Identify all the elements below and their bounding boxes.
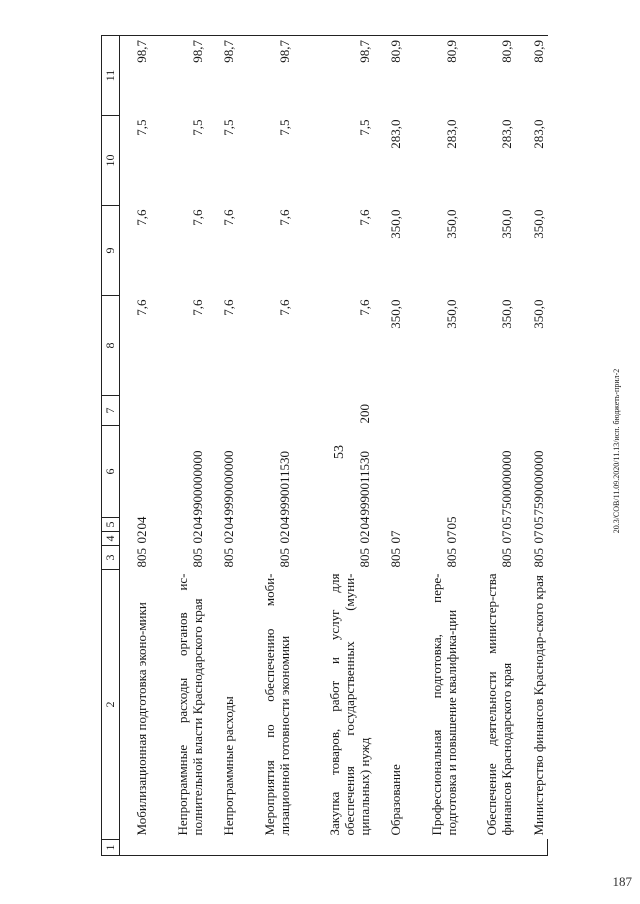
header-cell: 3 bbox=[102, 546, 120, 570]
row-col10: 7,5 bbox=[221, 119, 237, 136]
row-name: Обеспечение деятельности министер-ства финансов Краснодарского края bbox=[484, 573, 515, 836]
row-col11: 80,9 bbox=[461, 36, 517, 116]
row-col9: 7,6 bbox=[221, 209, 237, 226]
row-ved: 805 bbox=[276, 548, 292, 568]
row-col8: 7,6 bbox=[356, 299, 372, 316]
row-name: Закупка товаров, работ и услуг для обеспечения государственных (муни-ципальных) нужд bbox=[326, 573, 372, 836]
row-col9: 7,6 bbox=[190, 209, 206, 226]
row-col9: 350,0 bbox=[499, 209, 515, 239]
row-csr: 9990011530 bbox=[356, 450, 372, 516]
row-vr bbox=[405, 396, 461, 426]
table-row bbox=[461, 36, 517, 856]
row-col10: 283,0 bbox=[443, 119, 459, 149]
corner-page-number: 187 bbox=[612, 874, 632, 889]
row-pr: 05 bbox=[499, 516, 515, 530]
row-vr: 200 bbox=[356, 404, 372, 424]
row-col8: 7,6 bbox=[190, 299, 206, 316]
row-rz: 02 bbox=[276, 530, 292, 544]
row-col11: 80,9 bbox=[405, 36, 461, 116]
row-rz: 02 bbox=[190, 530, 206, 544]
document-code: 20.3/СОВ/11.09.2020/11.13/исп. бюджеть-прил-2 bbox=[612, 368, 621, 534]
row-col10: 7,5 bbox=[276, 119, 292, 136]
row-ved: 805 bbox=[443, 548, 459, 568]
row-pr: 04 bbox=[190, 516, 206, 530]
row-col10: 7,5 bbox=[356, 119, 372, 136]
row-index-cell bbox=[207, 840, 238, 856]
row-col9: 350,0 bbox=[530, 209, 546, 239]
row-name: Непрограммные расходы bbox=[221, 696, 237, 836]
row-col11: 98,7 bbox=[151, 36, 207, 116]
row-col8: 350,0 bbox=[499, 299, 515, 329]
table-row bbox=[374, 36, 405, 856]
row-vr bbox=[207, 396, 238, 426]
row-col8: 350,0 bbox=[530, 299, 546, 329]
header-cell: 2 bbox=[102, 570, 120, 840]
row-vr bbox=[374, 396, 405, 426]
row-csr: 7590000000 bbox=[530, 450, 546, 516]
row-ved: 805 bbox=[134, 548, 150, 568]
row-index-cell bbox=[120, 840, 152, 856]
row-col9: 350,0 bbox=[388, 209, 404, 239]
row-rz: 02 bbox=[134, 530, 150, 544]
header-cell: 1 bbox=[102, 840, 120, 856]
table-row bbox=[207, 36, 238, 856]
row-index-cell bbox=[374, 840, 405, 856]
row-csr: 9900000000 bbox=[190, 450, 206, 516]
row-name: Министерство финансов Краснодар-ского края bbox=[530, 575, 546, 836]
row-vr bbox=[151, 396, 207, 426]
row-col8: 7,6 bbox=[221, 299, 237, 316]
row-rz: 07 bbox=[388, 530, 404, 544]
table-row bbox=[516, 36, 547, 856]
header-cell: 4 bbox=[102, 532, 120, 546]
row-rz: 02 bbox=[221, 530, 237, 544]
header-cell: 8 bbox=[102, 296, 120, 396]
row-col9: 350,0 bbox=[443, 209, 459, 239]
row-col11: 80,9 bbox=[374, 36, 405, 116]
row-csr bbox=[120, 426, 152, 518]
table-row bbox=[405, 36, 461, 856]
header-row bbox=[102, 36, 120, 856]
row-ved: 805 bbox=[530, 548, 546, 568]
row-rz: 07 bbox=[499, 530, 515, 544]
table-row bbox=[151, 36, 207, 856]
row-col11: 98,7 bbox=[207, 36, 238, 116]
header-cell: 7 bbox=[102, 396, 120, 426]
row-pr: 04 bbox=[276, 516, 292, 530]
row-col11: 98,7 bbox=[120, 36, 152, 116]
header-cell: 11 bbox=[102, 36, 120, 116]
row-csr bbox=[374, 426, 405, 518]
row-col11: 80,9 bbox=[516, 36, 547, 116]
row-col10: 283,0 bbox=[499, 119, 515, 149]
row-col11: 98,7 bbox=[238, 36, 294, 116]
row-name: Мероприятия по обеспечению моби-лизационной готовности экономики bbox=[261, 573, 292, 836]
row-ved: 805 bbox=[356, 548, 372, 568]
row-col8: 350,0 bbox=[388, 299, 404, 329]
row-csr: 7500000000 bbox=[499, 450, 515, 516]
row-ved: 805 bbox=[499, 548, 515, 568]
rotated-table-container bbox=[101, 36, 548, 856]
row-col9: 7,6 bbox=[134, 209, 150, 226]
row-vr bbox=[120, 396, 152, 426]
budget-table bbox=[101, 35, 548, 856]
row-csr: 9990000000 bbox=[221, 450, 237, 516]
row-pr: 04 bbox=[221, 516, 237, 530]
row-ved: 805 bbox=[190, 548, 206, 568]
row-col10: 283,0 bbox=[530, 119, 546, 149]
page-number: 53 bbox=[332, 445, 347, 459]
row-col8: 7,6 bbox=[276, 299, 292, 316]
row-index-cell bbox=[294, 840, 374, 856]
row-index-cell bbox=[151, 840, 207, 856]
row-col11: 98,7 bbox=[294, 36, 374, 116]
row-col10: 7,5 bbox=[134, 119, 150, 136]
table-row bbox=[120, 36, 152, 856]
table-row bbox=[238, 36, 294, 856]
row-vr bbox=[238, 396, 294, 426]
row-index-cell bbox=[405, 840, 461, 856]
row-csr: 9990011530 bbox=[276, 450, 292, 516]
row-col10: 283,0 bbox=[388, 119, 404, 149]
row-index-cell bbox=[461, 840, 517, 856]
row-rz: 02 bbox=[356, 530, 372, 544]
row-name: Образование bbox=[388, 764, 404, 836]
row-name: Мобилизационная подготовка эконо-мики bbox=[134, 602, 150, 836]
row-pr: 04 bbox=[356, 516, 372, 530]
row-col10: 7,5 bbox=[190, 119, 206, 136]
row-index-cell bbox=[238, 840, 294, 856]
row-index-cell bbox=[516, 840, 547, 856]
header-cell: 5 bbox=[102, 518, 120, 532]
row-name: Непрограммные расходы органов ис-полнительной власти Краснодарского края bbox=[175, 573, 206, 836]
header-cell: 9 bbox=[102, 206, 120, 296]
row-col9: 7,6 bbox=[356, 209, 372, 226]
row-ved: 805 bbox=[388, 548, 404, 568]
row-vr bbox=[516, 396, 547, 426]
row-pr: 05 bbox=[530, 516, 546, 530]
row-rz: 07 bbox=[443, 530, 459, 544]
row-col9: 7,6 bbox=[276, 209, 292, 226]
row-ved: 805 bbox=[221, 548, 237, 568]
row-csr bbox=[405, 426, 461, 518]
table-row bbox=[294, 36, 374, 856]
row-pr: 04 bbox=[134, 516, 150, 530]
row-name: Профессиональная подготовка, пере-подготовка и повышение квалифика-ции bbox=[428, 573, 459, 836]
row-pr: 05 bbox=[443, 516, 459, 530]
header-cell: 10 bbox=[102, 116, 120, 206]
header-cell: 6 bbox=[102, 426, 120, 518]
row-rz: 07 bbox=[530, 530, 546, 544]
row-col8: 7,6 bbox=[134, 299, 150, 316]
row-vr bbox=[461, 396, 517, 426]
row-col8: 350,0 bbox=[443, 299, 459, 329]
